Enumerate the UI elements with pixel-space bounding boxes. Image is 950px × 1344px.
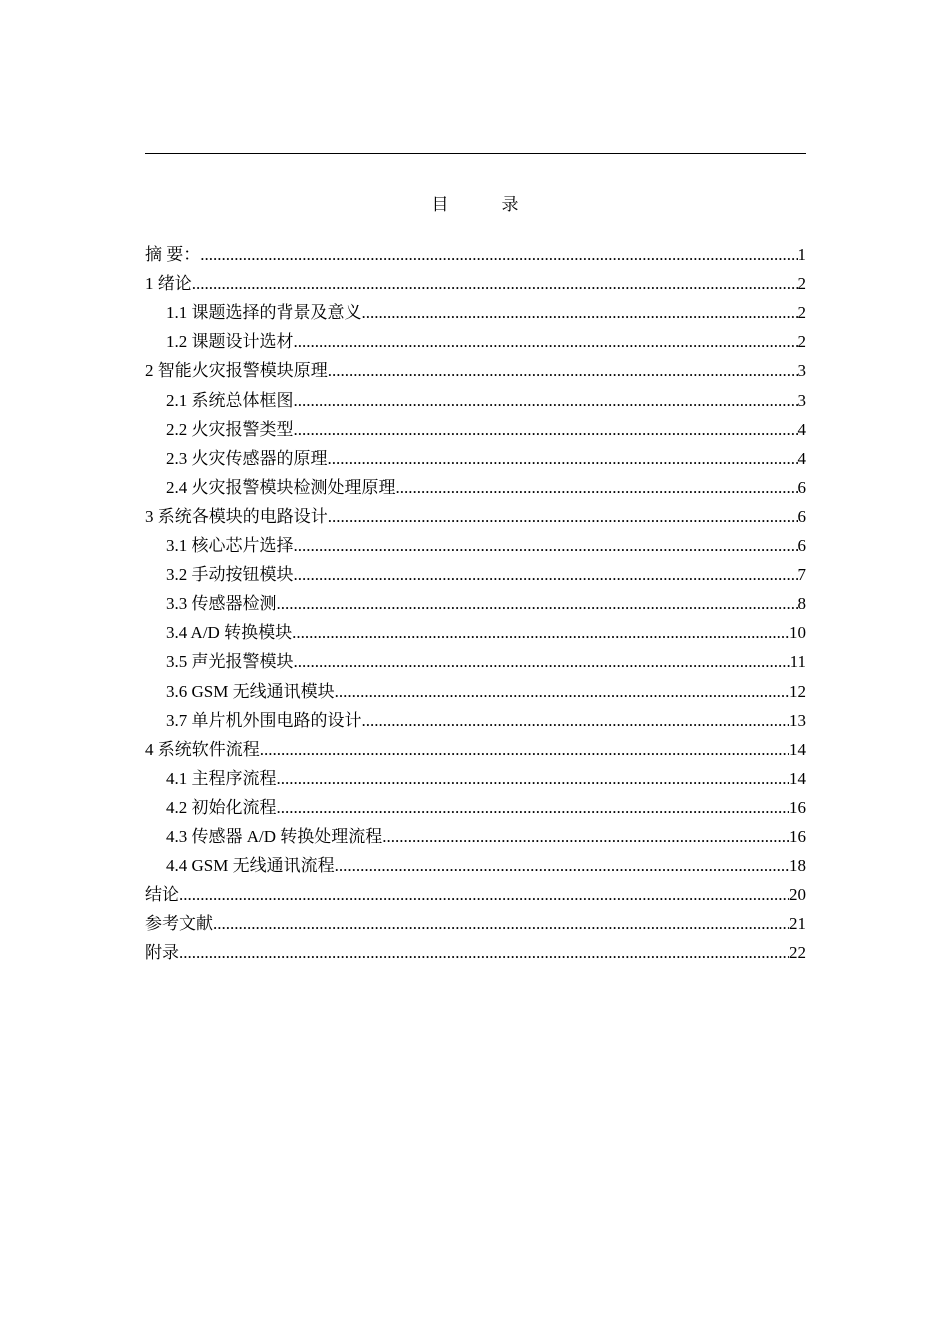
- toc-entry[interactable]: [145, 238, 806, 267]
- toc-dot-leader: [328, 447, 798, 471]
- toc-dot-leader: [277, 796, 790, 820]
- toc-entry[interactable]: [145, 471, 806, 500]
- toc-dot-leader: [294, 563, 798, 587]
- toc-entry-label: 2.4 火灾报警模块检测处理原理: [166, 477, 396, 497]
- toc-entry-page-number: 4: [797, 448, 806, 468]
- toc-dot-leader: [179, 883, 789, 907]
- toc-entry-page-number: 1: [797, 245, 806, 265]
- toc-entry-page-number: 2: [797, 332, 806, 352]
- toc-dot-leader: [335, 680, 789, 704]
- toc-entry-page-number: 6: [797, 536, 806, 556]
- toc-entry[interactable]: [145, 733, 806, 762]
- toc-entry-label: 4.1 主程序流程: [166, 768, 277, 788]
- toc-entry-page-number: 10: [789, 623, 806, 643]
- toc-dot-leader: [328, 359, 798, 383]
- toc-dot-leader: [294, 650, 790, 674]
- toc-dot-leader: [294, 534, 798, 558]
- toc-entry-page-number: 3: [797, 390, 806, 410]
- toc-entry-label: 摘 要：: [145, 245, 201, 265]
- toc-entry[interactable]: [145, 820, 806, 849]
- toc-entry[interactable]: [145, 791, 806, 820]
- toc-entry[interactable]: [145, 907, 806, 936]
- toc-entry[interactable]: [145, 413, 806, 442]
- toc-entry-label: 附录: [145, 943, 179, 963]
- toc-entry-page-number: 16: [789, 797, 806, 817]
- toc-dot-leader: [277, 592, 798, 616]
- toc-dot-leader: [192, 272, 798, 296]
- toc-entry-label: 4.2 初始化流程: [166, 797, 277, 817]
- toc-entry[interactable]: [145, 878, 806, 907]
- toc-entry-label: 2.3 火灾传感器的原理: [166, 448, 328, 468]
- toc-entry-page-number: 4: [797, 419, 806, 439]
- toc-entry[interactable]: [145, 500, 806, 529]
- toc-entry-label: 参考文献: [145, 914, 213, 934]
- toc-entry-label: 2.1 系统总体框图: [166, 390, 294, 410]
- toc-entry[interactable]: [145, 674, 806, 703]
- toc-dot-leader: [277, 767, 790, 791]
- toc-dot-leader: [328, 505, 798, 529]
- toc-entry-page-number: 14: [789, 739, 806, 759]
- toc-entry-label: 3 系统各模块的电路设计: [145, 506, 328, 526]
- toc-title: 目 录: [431, 195, 537, 214]
- toc-entry[interactable]: [145, 645, 806, 674]
- toc-entry-label: 4 系统软件流程: [145, 739, 260, 759]
- table-of-contents: [145, 238, 806, 965]
- toc-entry-page-number: 16: [789, 826, 806, 846]
- toc-dot-leader: [396, 476, 798, 500]
- toc-entry[interactable]: [145, 558, 806, 587]
- toc-entry[interactable]: [145, 616, 806, 645]
- toc-entry-label: 2.2 火灾报警类型: [166, 419, 294, 439]
- toc-dot-leader: [382, 825, 789, 849]
- toc-dot-leader: [294, 330, 798, 354]
- toc-entry-page-number: 13: [789, 710, 806, 730]
- toc-entry[interactable]: [145, 442, 806, 471]
- toc-entry[interactable]: [145, 762, 806, 791]
- toc-dot-leader: [294, 389, 798, 413]
- toc-entry-label: 3.1 核心芯片选择: [166, 536, 294, 556]
- toc-entry-page-number: 21: [789, 914, 806, 934]
- toc-entry[interactable]: [145, 383, 806, 412]
- toc-dot-leader: [294, 418, 798, 442]
- toc-entry[interactable]: [145, 849, 806, 878]
- toc-entry-label: 1.1 课题选择的背景及意义: [166, 303, 362, 323]
- toc-entry[interactable]: [145, 325, 806, 354]
- toc-entry[interactable]: [145, 704, 806, 733]
- toc-entry[interactable]: [145, 936, 806, 965]
- toc-dot-leader: [362, 301, 798, 325]
- toc-entry-label: 1.2 课题设计选材: [166, 332, 294, 352]
- toc-dot-leader: [200, 243, 797, 267]
- toc-dot-leader: [335, 854, 789, 878]
- toc-entry-page-number: 2: [797, 274, 806, 294]
- toc-entry-page-number: 3: [797, 361, 806, 381]
- toc-entry-page-number: 14: [789, 768, 806, 788]
- toc-dot-leader: [292, 621, 789, 645]
- toc-entry-page-number: 22: [789, 943, 806, 963]
- toc-entry-label: 1 绪论: [145, 274, 192, 294]
- toc-entry-label: 2 智能火灾报警模块原理: [145, 361, 328, 381]
- toc-entry-label: 结论: [145, 885, 179, 905]
- toc-entry[interactable]: [145, 267, 806, 296]
- toc-entry-label: 4.4 GSM 无线通讯流程: [166, 856, 335, 876]
- toc-entry-page-number: 6: [797, 506, 806, 526]
- toc-entry-page-number: 8: [797, 594, 806, 614]
- toc-entry-label: 3.2 手动按钮模块: [166, 565, 294, 585]
- toc-entry[interactable]: [145, 529, 806, 558]
- toc-entry[interactable]: [145, 296, 806, 325]
- toc-entry-label: 3.4 A/D 转换模块: [166, 623, 293, 643]
- toc-dot-leader: [260, 738, 789, 762]
- toc-entry-page-number: 2: [797, 303, 806, 323]
- toc-entry-label: 3.3 传感器检测: [166, 594, 277, 614]
- header-rule: [145, 153, 806, 154]
- toc-entry-page-number: 7: [797, 565, 806, 585]
- toc-entry[interactable]: [145, 354, 806, 383]
- toc-entry-page-number: 20: [789, 885, 806, 905]
- toc-entry-label: 3.5 声光报警模块: [166, 652, 294, 672]
- toc-entry-page-number: 11: [789, 652, 806, 672]
- toc-entry-label: 3.7 单片机外围电路的设计: [166, 710, 362, 730]
- toc-entry-label: 3.6 GSM 无线通讯模块: [166, 681, 335, 701]
- toc-dot-leader: [362, 709, 790, 733]
- toc-dot-leader: [213, 912, 789, 936]
- toc-entry-page-number: 18: [789, 856, 806, 876]
- toc-entry-label: 4.3 传感器 A/D 转换处理流程: [166, 826, 383, 846]
- toc-entry-page-number: 12: [789, 681, 806, 701]
- toc-dot-leader: [179, 941, 789, 965]
- toc-entry[interactable]: [145, 587, 806, 616]
- toc-entry-page-number: 6: [797, 477, 806, 497]
